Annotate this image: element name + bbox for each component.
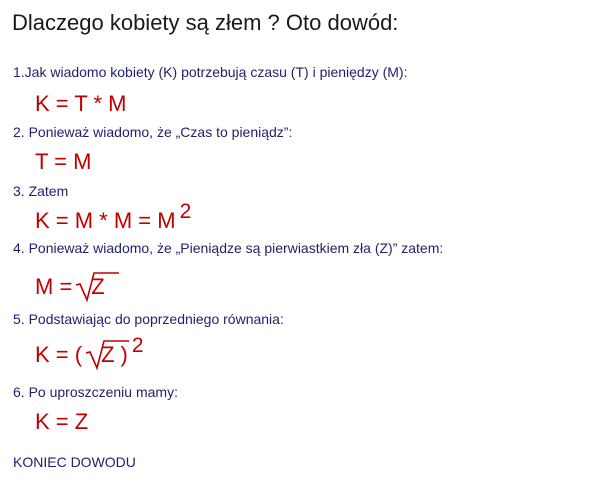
- step-1-text: 1.Jak wiadomo kobiety (K) potrzebują czasu (T) i pieniędzy (M):: [13, 64, 408, 80]
- step-3-formula-base: K = M * M = M: [35, 208, 176, 233]
- step-5-formula: [35, 334, 144, 367]
- sqrt-radical-icon: [75, 271, 119, 301]
- step-4-text: 4. Ponieważ wiadomo, że „Pieniądze są pierwiastkiem zła (Z)” zatem:: [13, 240, 444, 256]
- sqrt-radical-icon: [85, 339, 129, 369]
- step-3-exponent: 2: [179, 200, 192, 223]
- step-5-formula-lhs: K = (: [35, 342, 83, 367]
- step-4-radicand: Z: [91, 274, 105, 299]
- step-4-formula-lhs: M =: [35, 274, 73, 299]
- step-5-formula-rhs: ): [120, 342, 128, 367]
- step-2-formula: T = M: [35, 149, 92, 174]
- step-4-formula: [35, 276, 111, 298]
- step-5-exponent: 2: [131, 334, 144, 357]
- step-4-sqrt: [75, 276, 110, 298]
- proof-end-label: KONIEC DOWODU: [13, 454, 136, 470]
- step-5-sqrt: [85, 344, 120, 366]
- step-3-text: 3. Zatem: [13, 183, 69, 199]
- page-title: Dlaczego kobiety są złem ? Oto dowód:: [12, 10, 399, 35]
- step-5-radicand: Z: [101, 342, 115, 367]
- step-6-formula: K = Z: [35, 409, 89, 434]
- step-2-text: 2. Ponieważ wiadomo, że „Czas to pieniądz”:: [13, 124, 293, 140]
- step-5-text: 5. Podstawiając do poprzedniego równania:: [13, 311, 284, 327]
- step-6-text: 6. Po uproszczeniu mamy:: [13, 384, 178, 400]
- step-1-formula: K = T * M: [35, 91, 127, 116]
- step-3-formula: [35, 200, 192, 233]
